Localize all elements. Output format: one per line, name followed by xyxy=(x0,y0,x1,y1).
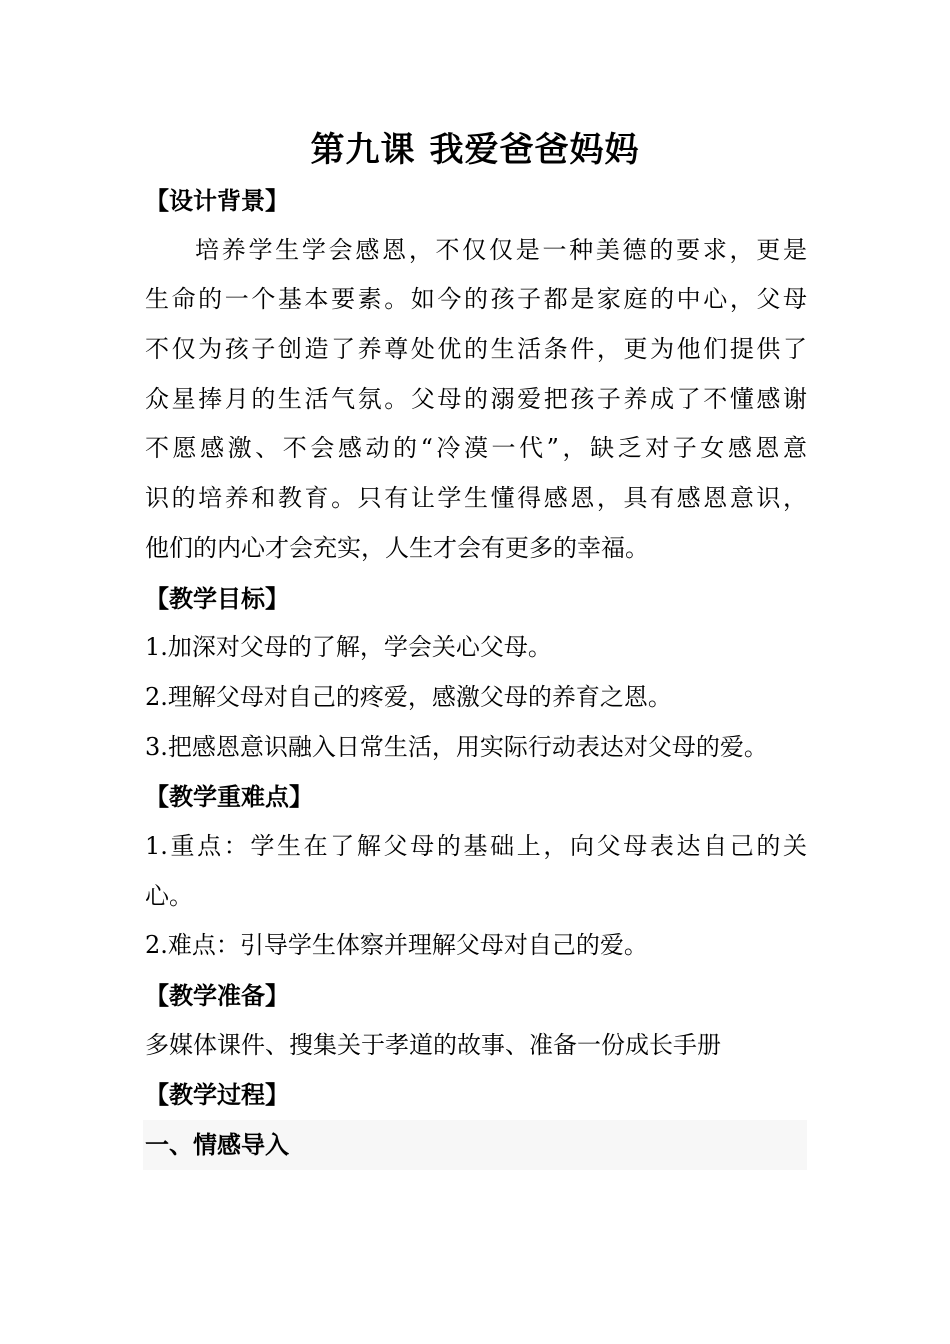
paragraph-line: 生命的一个基本要素。如今的孩子都是家庭的中心，父母 xyxy=(145,285,807,314)
paragraph-line: 不愿感激、不会感动的“冷漠一代”，缺乏对子女感恩意 xyxy=(145,434,807,463)
title-lesson-number: 第九课 xyxy=(310,130,416,170)
paragraph-line: 培养学生学会感恩，不仅仅是一种美德的要求，更是 xyxy=(195,235,807,264)
section-heading-preparation: 【教学准备】 xyxy=(145,981,289,1010)
section-heading-key-points: 【教学重难点】 xyxy=(145,782,313,812)
title-lesson-name: 我爱爸爸妈妈 xyxy=(429,130,640,170)
section-heading-goals: 【教学目标】 xyxy=(145,583,289,613)
section-heading-process: 【教学过程】 xyxy=(145,1080,289,1110)
paragraph-line: 他们的内心才会充实，人生才会有更多的幸福。 xyxy=(145,533,649,562)
preparation-text: 多媒体课件、搜集关于孝道的故事、准备一份成长手册 xyxy=(145,1030,721,1059)
section-heading-background: 【设计背景】 xyxy=(145,186,289,215)
process-step-heading: 一、情感导入 xyxy=(143,1120,807,1170)
paragraph-line: 不仅为孩子创造了养尊处优的生活条件，更为他们提供了 xyxy=(145,335,807,364)
key-point-item-continued: 心。 xyxy=(145,881,193,910)
paragraph-line: 众星捧月的生活气氛。父母的溺爱把孩子养成了不懂感谢 xyxy=(145,384,807,413)
goal-item: 1.加深对父母的了解，学会关心父母。 xyxy=(145,633,552,662)
goal-item: 2.理解父母对自己的疼爱，感激父母的养育之恩。 xyxy=(145,682,672,711)
key-point-item: 1.重点：学生在了解父母的基础上，向父母表达自己的关 xyxy=(145,831,807,860)
goal-item: 3.把感恩意识融入日常生活，用实际行动表达对父母的爱。 xyxy=(145,732,768,761)
page-title xyxy=(0,128,950,172)
key-point-item: 2.难点：引导学生体察并理解父母对自己的爱。 xyxy=(145,931,648,960)
document-body xyxy=(145,176,807,1170)
paragraph-line: 识的培养和教育。只有让学生懂得感恩，具有感恩意识， xyxy=(145,484,807,513)
